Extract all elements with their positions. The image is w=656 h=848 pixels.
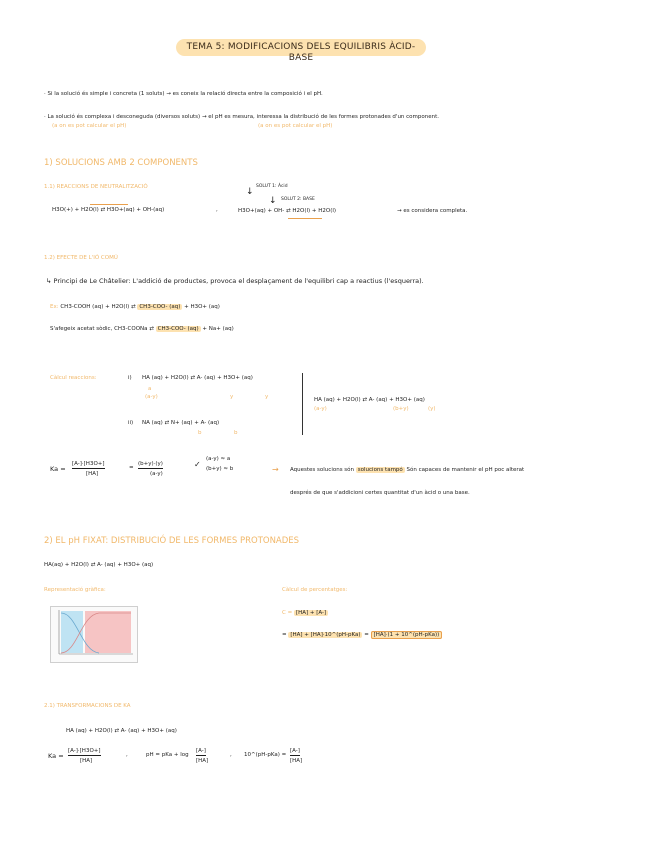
section-2-equation: HA(aq) + H2O(l) ⇄ A- (aq) + H3O+ (aq) [44, 562, 154, 568]
pct-line-2-result: [HA]·(1 + 10^(pH-pKa)) [371, 631, 443, 639]
ph21-numerator: [A-] [196, 748, 206, 754]
ka-label: Ka = [50, 465, 66, 473]
calc-reactions-label: Càlcul reaccions: [50, 375, 97, 381]
reaction-1-y2: y [265, 394, 269, 400]
ph21-label: pH = pKa + log [146, 752, 189, 758]
ph21-denominator: [HA] [196, 758, 209, 764]
subsection-1-2-heading: 1.2) EFECTE DE L'IÓ COMÚ [44, 255, 118, 261]
combined-equation: HA (aq) + H2O(l) ⇄ A- (aq) + H3O+ (aq) [314, 397, 425, 403]
graph-curves [51, 607, 137, 662]
section-2-heading: 2) EL pH FIXAT: DISTRIBUCIÓ DE LES FORMES PROTONADES [44, 536, 300, 546]
section-1-heading: 1) SOLUCIONS AMB 2 COMPONENTS [44, 158, 198, 168]
buffer-text-pre: Aquestes solucions són [290, 467, 355, 473]
pct-line-2-pre: = [282, 632, 287, 638]
pct-line-2-highlight: [HA] + [HA]·10^(pH-pKa) [290, 632, 361, 638]
label-solute-acid: SOLUT 1: Àcid [256, 184, 288, 189]
subsection-1-1-heading: 1.1) REACCIONS DE NEUTRALITZACIÓ [44, 184, 148, 190]
le-chatelier-principle: ↳ Principi de Le Châtelier: L'addició de productes, provoca el desplaçament de l'equilibri cap a reactius (l'esquerra). [46, 277, 424, 285]
distribution-graph [50, 606, 138, 663]
reaction-1-ay: (a-y) [145, 394, 158, 400]
approximation-1: (a-y) ≈ a [206, 456, 231, 462]
ka-numerator: [A-]·[H3O+] [72, 461, 105, 467]
example-highlight: CH3-COO- (aq) [139, 304, 181, 310]
pow21-denominator: [HA] [290, 758, 303, 764]
add-acetate-line: S'afegeix acetat sòdic, CH3-COONa ⇄ [50, 326, 154, 332]
equation-neutralization: H3O+(aq) + OH- ⇄ H2O(l) + H2O(l) [238, 208, 337, 214]
arrow-right-icon: → [272, 465, 279, 474]
pct-line-1-highlight: [HA] + [A-] [295, 610, 327, 616]
arrow-down-icon-2: ↓ [269, 196, 277, 206]
page-title: TEMA 5: MODIFICACIONS DELS EQUILIBRIS ÀCID-BASE [186, 42, 416, 63]
arrow-down-icon: ↓ [246, 187, 254, 197]
reaction-2-equation: NA (aq) ⇄ N+ (aq) + A- (aq) [142, 420, 220, 426]
buffer-text-post: Són capaces de mantenir el pH poc alterat [406, 467, 525, 473]
percentage-label: Càlcul de percentatges: [282, 587, 348, 593]
separator-1: , [126, 752, 128, 758]
buffer-text-line2: després de que s'addicioni certes quantitat d'un àcid o una base. [290, 490, 470, 496]
check-icon: ✓ [194, 460, 201, 469]
combined-by: (b+y) [393, 406, 409, 412]
reaction-2-b2: b [234, 430, 238, 436]
add-acetate-highlight: CH3-COO- (aq) [157, 326, 199, 332]
example-equation-end: + H3O+ (aq) [184, 304, 220, 310]
reaction-1-label: i) [128, 375, 132, 381]
ka-numerator-2: (b+y)·(y) [138, 461, 163, 467]
title-banner [176, 39, 426, 63]
label-solute-base: SOLUT 2: BASE [281, 197, 315, 202]
intro-note-left: (a on es pot calcular el pH) [52, 123, 127, 129]
example-label: Ex: [50, 304, 59, 310]
equation-separator: , [216, 207, 218, 213]
pow21-numerator: [A-] [290, 748, 300, 754]
pct-line-1-pre: C = [282, 610, 293, 616]
reaction-1-a: a [148, 386, 152, 392]
separator-2: , [230, 752, 232, 758]
ka21-label: Ka = [48, 752, 64, 760]
pct-line-2-equals: = [364, 632, 369, 638]
ka-denominator-2: (a-y) [150, 471, 163, 477]
pow21-label: 10^(pH-pKa) = [244, 752, 287, 758]
add-acetate-end: + Na+ (aq) [202, 326, 234, 332]
intro-bullet-2: · La solució és complexa i desconeguda (diversos soluts) → el pH es mesura, interessa la distribució de les formes protonades d'un component. [44, 114, 440, 120]
subsection-2-1-heading: 2.1) TRANSFORMACIONS DE KA [44, 703, 131, 709]
reaction-2-b1: b [198, 430, 202, 436]
ka21-numerator: [A-]·[H3O+] [68, 748, 101, 754]
intro-bullet-1: · Si la solució és simple i concreta (1 soluts) → es coneix la relació directa entre la composició i el pH. [44, 91, 323, 97]
arrow-highlight-2 [288, 218, 322, 219]
arrow-highlight [90, 204, 128, 205]
ka-equals: = [129, 465, 134, 471]
graph-label: Representació gràfica: [44, 587, 106, 593]
buffer-highlight: solucions tampó [357, 467, 403, 473]
approximation-2: (b+y) ≈ b [206, 466, 234, 472]
example-equation: CH3-COOH (aq) + H2O(l) ⇄ [60, 304, 136, 310]
reaction-2-label: ii) [128, 420, 134, 426]
bracket [302, 373, 303, 435]
ka21-denominator: [HA] [80, 758, 93, 764]
equation-autoionization: H3O(+) + H2O(l) ⇄ H3O+(aq) + OH-(aq) [52, 207, 165, 213]
equation-note: → es considera completa. [397, 208, 468, 214]
combined-y: (y) [428, 406, 436, 412]
reaction-1-y1: y [230, 394, 234, 400]
subsection-2-1-equation: HA (aq) + H2O(l) ⇄ A- (aq) + H3O+ (aq) [66, 728, 177, 734]
intro-note-right: (a on es pot calcular el pH) [258, 123, 333, 129]
combined-ay: (a-y) [314, 406, 327, 412]
reaction-1-equation: HA (aq) + H2O(l) ⇄ A- (aq) + H3O+ (aq) [142, 375, 253, 381]
ka-denominator: [HA] [86, 471, 99, 477]
